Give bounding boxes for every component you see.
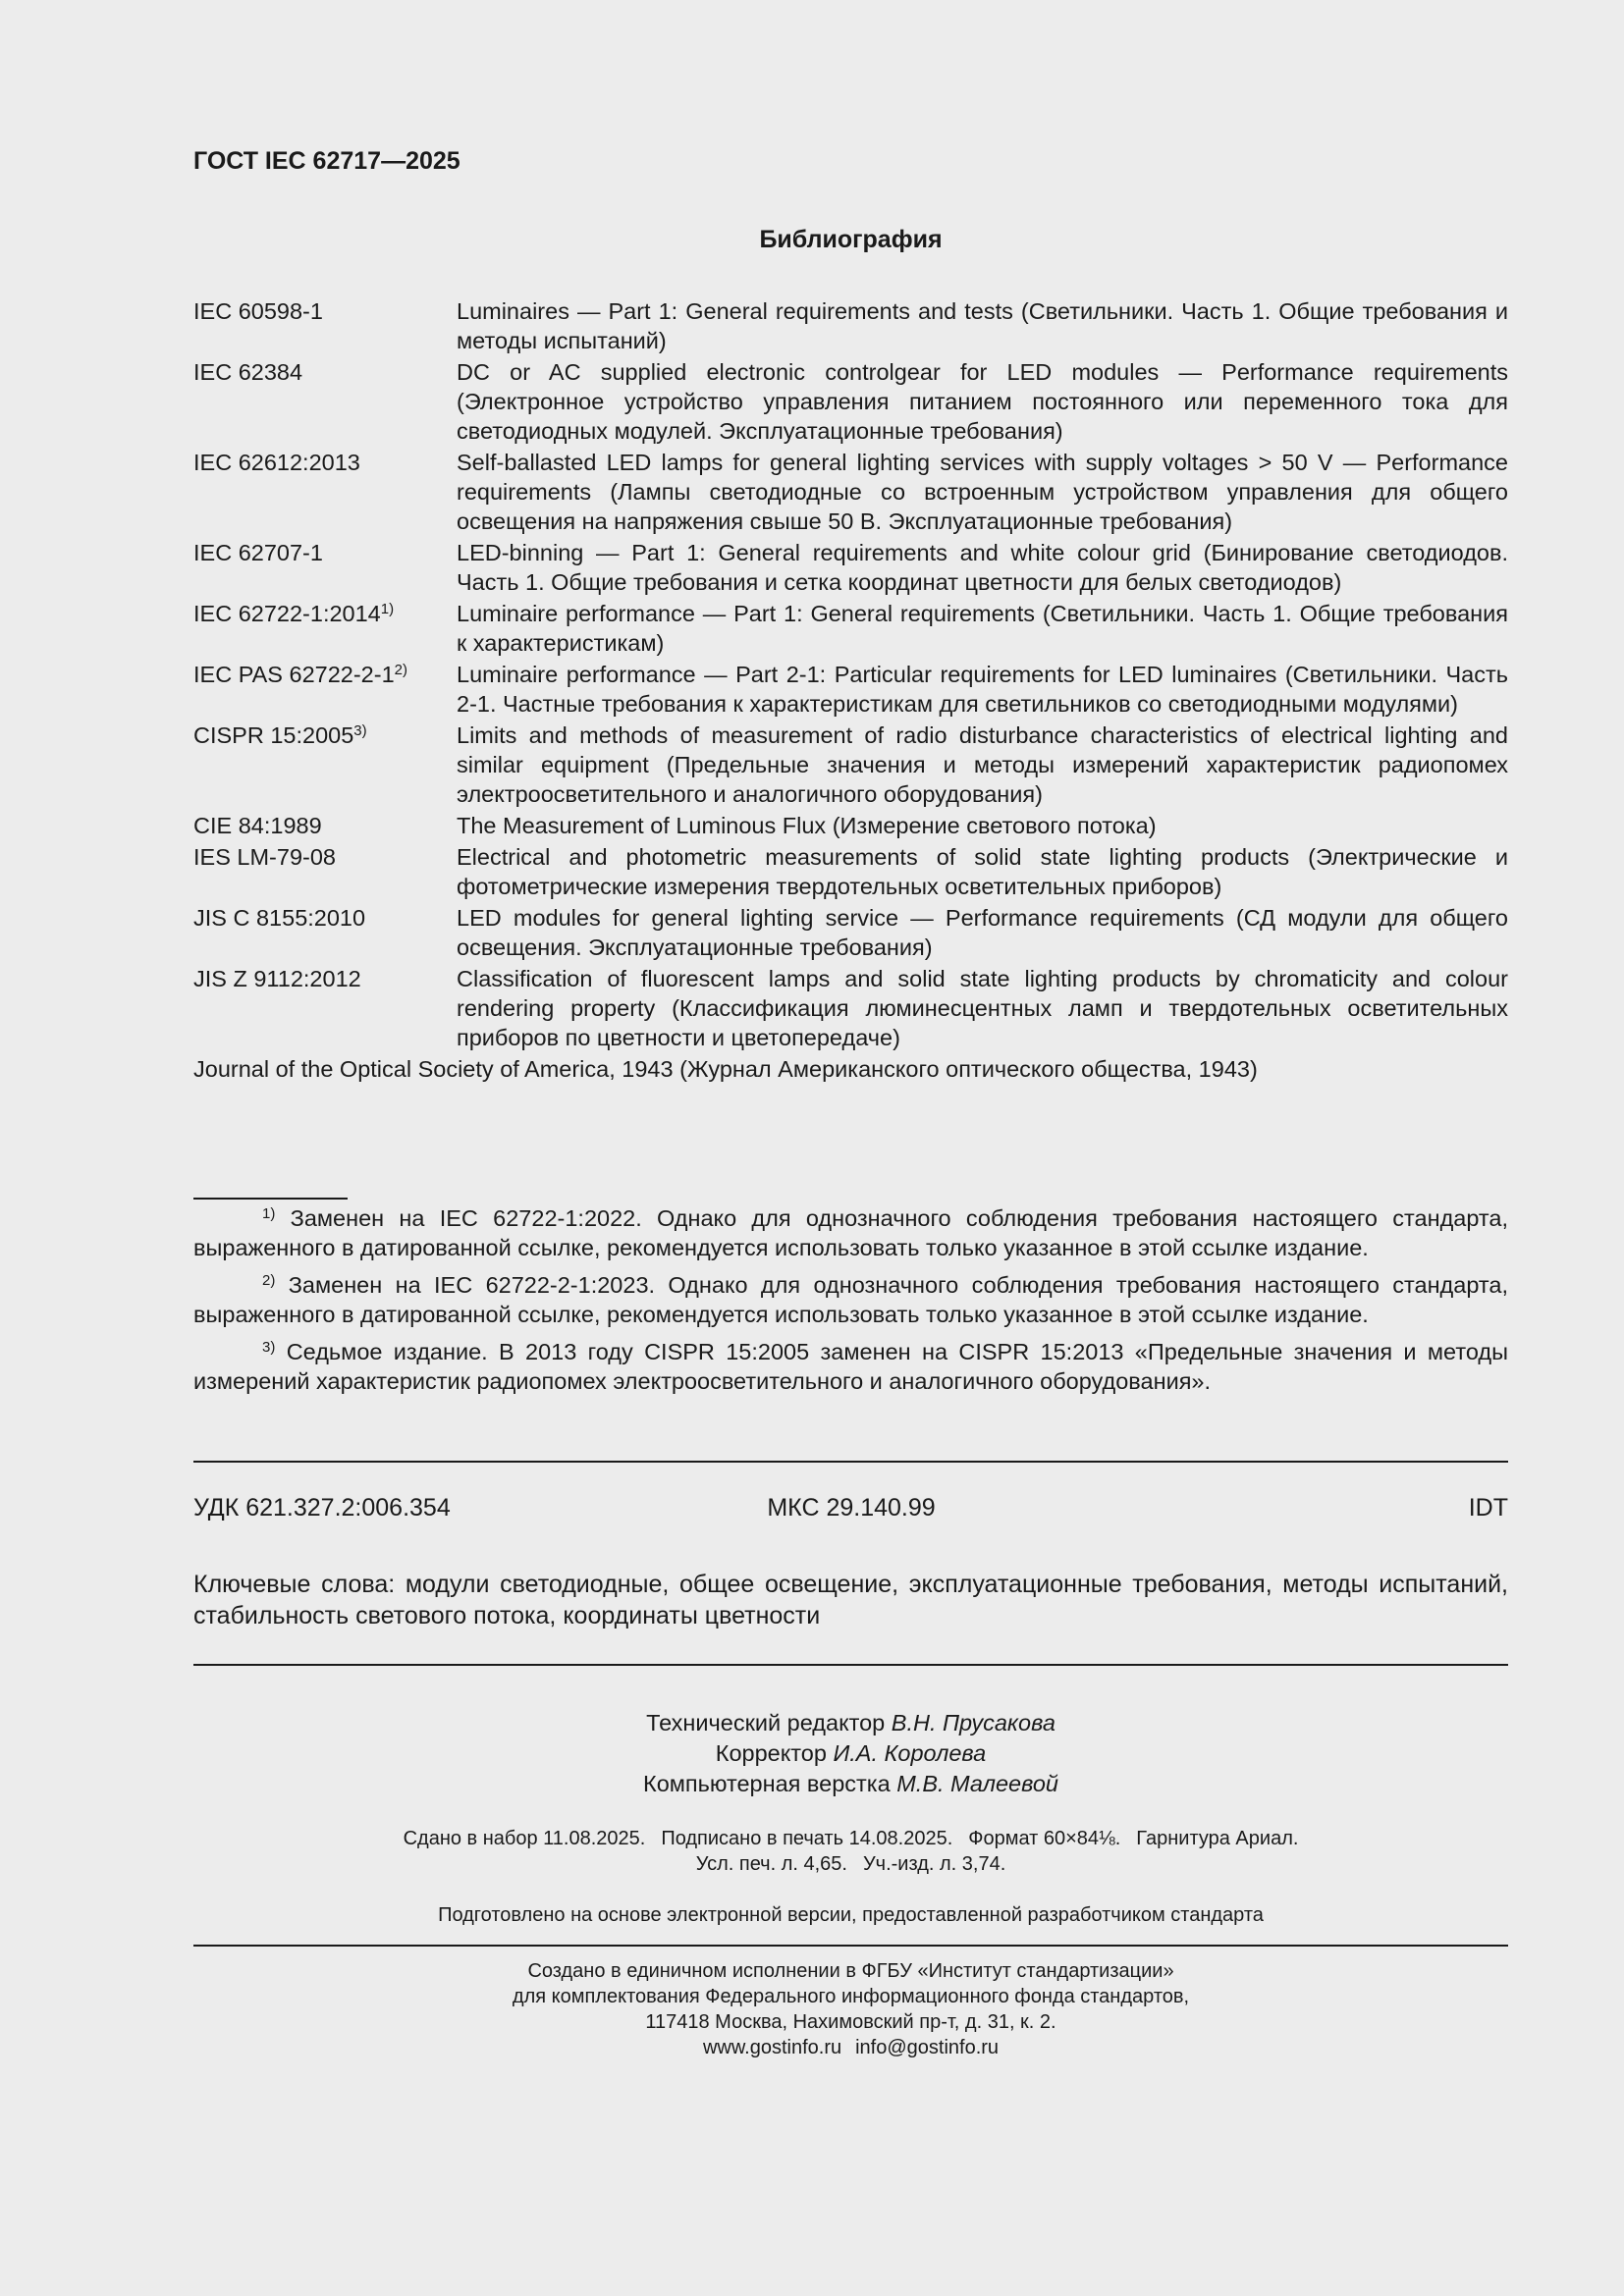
section-divider-bottom [193,1664,1508,1666]
imprint-line: Усл. печ. л. 4,65. Уч.-изд. л. 3,74. [695,1853,1006,1875]
entry-description: Luminaire performance — Part 2-1: Particular requirements for LED luminaires (Светильники. Часть 2-1. Частные требования к характеристикам для светильников со светодиодными модулями) [457,662,1508,717]
entry-description: Luminaire performance — Part 1: General requirements (Светильники. Часть 1. Общие требования к характеристикам) [457,601,1508,656]
section-divider-top [193,1461,1508,1463]
udk-code: УДК 621.327.2:006.354 [193,1494,451,1522]
publisher-line: 117418 Москва, Нахимовский пр-т, д. 31, к. 2. [645,2011,1056,2033]
bibliography-entry [193,842,1508,901]
bibliography-journal: Journal of the Optical Society of America, 1943 (Журнал Американского оптического общества, 1943) [193,1056,1258,1082]
entry-description: LED modules for general lighting service — Performance requirements (СД модули для общего освещения. Эксплуатационные требования) [457,905,1508,960]
entry-reference: JIS C 8155:2010 [193,905,366,931]
entry-description: Self-ballasted LED lamps for general lighting services with supply voltages > 50 V — Performance requirements (Лампы светодиодные со встроенным устройством управления для общего освещения на напряжения свыше 50 В. Эксплуатационные требования) [457,450,1508,534]
footnote: $^{1)}$ Заменен на IEC 62722-1:2022. Однако для однозначного соблюдения требования настоящего стандарта, выраженного в датированной ссылке, рекомендуется использовать только указанное в этой ссылке издание. [193,1205,1508,1260]
entry-description: DC or AC supplied electronic controlgear for LED modules — Performance requirements (Электронное устройство управления питанием постоянного или переменного тока для светодиодных модулей. Эксплуатационные требования) [457,359,1508,444]
editors-block [193,1708,1508,1799]
bibliography-list [193,296,1508,1084]
imprint-block [193,1826,1508,1877]
entry-reference: IES LM-79-08 [193,844,336,870]
entry-description: LED-binning — Part 1: General requirements and white colour grid (Бинирование светодиодов. Часть 1. Общие требования и сетка координат цветности для белых светодиодов) [457,540,1508,595]
bibliography-entry [193,538,1508,597]
keywords: Ключевые слова: модули светодиодные, общее освещение, эксплуатационные требования, методы испытаний, стабильность светового потока, координаты цветности [193,1571,1508,1629]
entry-reference: IEC 60598-1 [193,298,323,324]
idt-code: IDT [1468,1494,1508,1522]
entry-description: The Measurement of Luminous Flux (Измерение светового потока) [457,813,1157,838]
bibliography-entry [193,296,1508,355]
bibliography-title: Библиография [759,226,943,253]
entry-reference: IEC 62384 [193,359,303,385]
publisher-line: Создано в единичном исполнении в ФГБУ «Институт стандартизации» [527,1960,1174,1982]
document-id: ГОСТ IEC 62717—2025 [193,147,460,175]
entry-description: Classification of fluorescent lamps and solid state lighting products by chromaticity and colour rendering property (Классификация люминесцентных ламп и твердотельных осветительных приборов по цветности и цветопередаче) [457,966,1508,1050]
entry-reference: JIS Z 9112:2012 [193,966,361,991]
footnote: $^{2)}$ Заменен на IEC 62722-2-1:2023. Однако для однозначного соблюдения требования настоящего стандарта, выраженного в датированной ссылке, рекомендуется использовать только указанное в этой ссылке издание. [193,1272,1508,1327]
publisher-contacts [193,2035,1508,2060]
footnotes [193,1203,1508,1404]
website-link[interactable]: www.gostinfo.ru [702,2037,842,2058]
footnote: $^{3)}$ Седьмое издание. В 2013 году CISPR 15:2005 заменен на CISPR 15:2013 «Предельные значения и методы измерений характеристик радиопомех электроосветительного и аналогичного оборудования». [193,1339,1508,1394]
bibliography-entry [193,660,1508,719]
publisher-line: для комплектования Федерального информационного фонда стандартов, [512,1986,1190,2007]
bibliography-entry [193,721,1508,809]
imprint-line: Сдано в набор 11.08.2025. Подписано в печать 14.08.2025. Формат 60×84⅛. Гарнитура Ариал. [403,1828,1299,1849]
footnote-divider [193,1198,348,1200]
entry-description: Electrical and photometric measurements of solid state lighting products (Электрические и фотометрические измерения твердотельных осветительных приборов) [457,844,1508,899]
bibliography-entry [193,903,1508,962]
entry-reference: IEC 62612:2013 [193,450,360,475]
publisher-block [193,1958,1508,2060]
entry-description: Limits and methods of measurement of radio disturbance characteristics of electrical lighting and similar equipment (Предельные значения и методы измерений характеристик радиопомех электроосветительного и аналогичного оборудования) [457,722,1508,807]
entry-reference: CIE 84:1989 [193,813,322,838]
email-link[interactable]: info@gostinfo.ru [855,2037,1000,2058]
entry-description: Luminaires — Part 1: General requirements and tests (Светильники. Часть 1. Общие требования и методы испытаний) [457,298,1508,353]
entry-reference: IEC PAS 62722-2-1$^{2)}$ [193,662,407,687]
editor-line: Технический редактор В.Н. Прусакова [646,1710,1056,1735]
entry-reference: CISPR 15:2005$^{3)}$ [193,722,367,748]
prepared-note: Подготовлено на основе электронной версии, предоставленной разработчиком стандарта [438,1904,1264,1926]
editor-line: Корректор И.А. Королева [715,1740,987,1766]
bibliography-entry [193,357,1508,446]
bibliography-entry [193,448,1508,536]
bibliography-entry [193,599,1508,658]
entry-reference: IEC 62722-1:2014$^{1)}$ [193,601,395,626]
bibliography-entry [193,964,1508,1052]
mks-code: МКС 29.140.99 [767,1494,936,1522]
entry-reference: IEC 62707-1 [193,540,323,565]
publisher-divider [193,1945,1508,1947]
bibliography-entry [193,811,1508,840]
editor-line: Компьютерная верстка М.В. Малеевой [643,1771,1058,1796]
